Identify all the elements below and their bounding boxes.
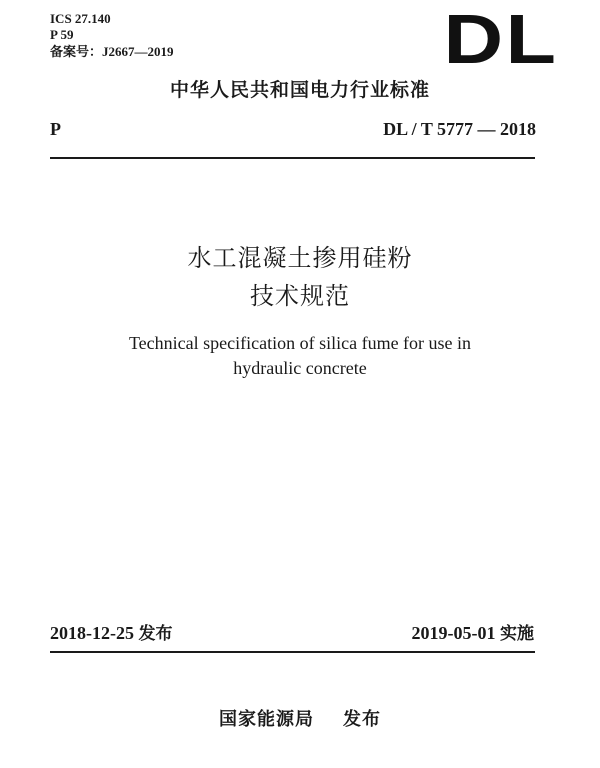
issue-label: 发布 (138, 624, 173, 644)
implement-label: 实施 (500, 624, 534, 644)
implement-date: 2019-05-01 (411, 623, 496, 643)
dl-logo: DL (443, 0, 558, 78)
ccs-code: P 59 (50, 27, 74, 42)
issuer-name: 国家能源局 (218, 709, 314, 730)
implement-date-line (412, 622, 535, 645)
record-number: 备案号：J2667—2019 (50, 44, 174, 59)
title-zh-line2: 技术规范 (250, 282, 350, 310)
issuer-line (0, 708, 600, 732)
title-en-line1: Technical specification of silica fume for use in (128, 333, 472, 353)
issuer-action: 发布 (343, 709, 382, 730)
title-zh-line1: 水工混凝土掺用硅粉 (187, 244, 413, 272)
standard-body-title: 中华人民共和国电力行业标准 (169, 79, 430, 101)
standard-number: DL / T 5777 — 2018 (383, 119, 536, 139)
issue-date: 2018-12-25 (50, 623, 134, 643)
top-divider (50, 157, 535, 159)
issue-date-line (50, 622, 173, 645)
category-letter: P (50, 119, 61, 139)
title-en-line2: hydraulic concrete (233, 358, 367, 378)
ics-code: ICS 27.140 (50, 11, 111, 26)
bottom-divider (50, 651, 535, 653)
